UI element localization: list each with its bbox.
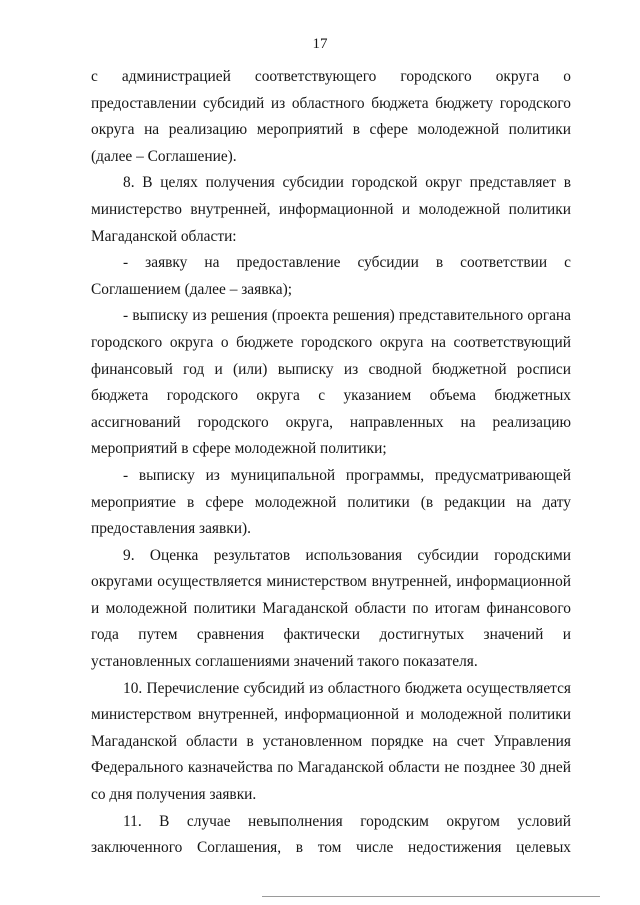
paragraph-continuation: с администрацией соответствующего городского округа о предоставлении субсидий из областного бюджета бюджету городского округа на реализацию мероприятий в сфере молодежной политики (далее – Соглашение). — [91, 68, 571, 165]
bottom-scan-line — [262, 896, 600, 897]
paragraph-11: 11. В случае невыполнения городским округом условий заключенного Соглашения, в том числе недостижения целевых — [91, 812, 571, 857]
paragraph-8-item-application: - заявку на предоставление субсидии в соответствии с Соглашением (далее – заявка); — [91, 254, 571, 298]
paragraph-10: 10. Перечисление субсидий из областного бюджета осуществляется министерством внутренней, информационной и молодежной политики Магаданской области в установленном порядке на счет Управления Федерального казначейства по Магаданской области не позднее 30 дней со дня получения заявки. — [91, 679, 571, 804]
paragraph-8-item-budget-extract: - выписку из решения (проекта решения) представительного органа городского округа о бюджете городского округа на соответствующий финансовый год и (или) выписку из сводной бюджетной росписи бюджета городского округа с указанием объема бюджетных ассигнований городского округа, направленных на реализацию мероприятий в сфере молодежной политики; — [91, 307, 571, 458]
page-number: 17 — [312, 36, 328, 52]
document-body — [91, 64, 571, 862]
paragraph-9: 9. Оценка результатов использования субсидии городскими округами осуществляется министерством внутренней, информационной и молодежной политики Магаданской области по итогам финансового года путем сравнения фактически достигнутых значений и установленных соглашениями значений такого показателя. — [91, 546, 571, 671]
paragraph-8: 8. В целях получения субсидии городской округ представляет в министерство внутренней, информационной и молодежной политики Магаданской области: — [91, 174, 571, 245]
paragraph-8-item-program-extract: - выписку из муниципальной программы, предусматривающей мероприятие в сфере молодежной политики (в редакции на дату предоставления заявки). — [91, 466, 571, 538]
